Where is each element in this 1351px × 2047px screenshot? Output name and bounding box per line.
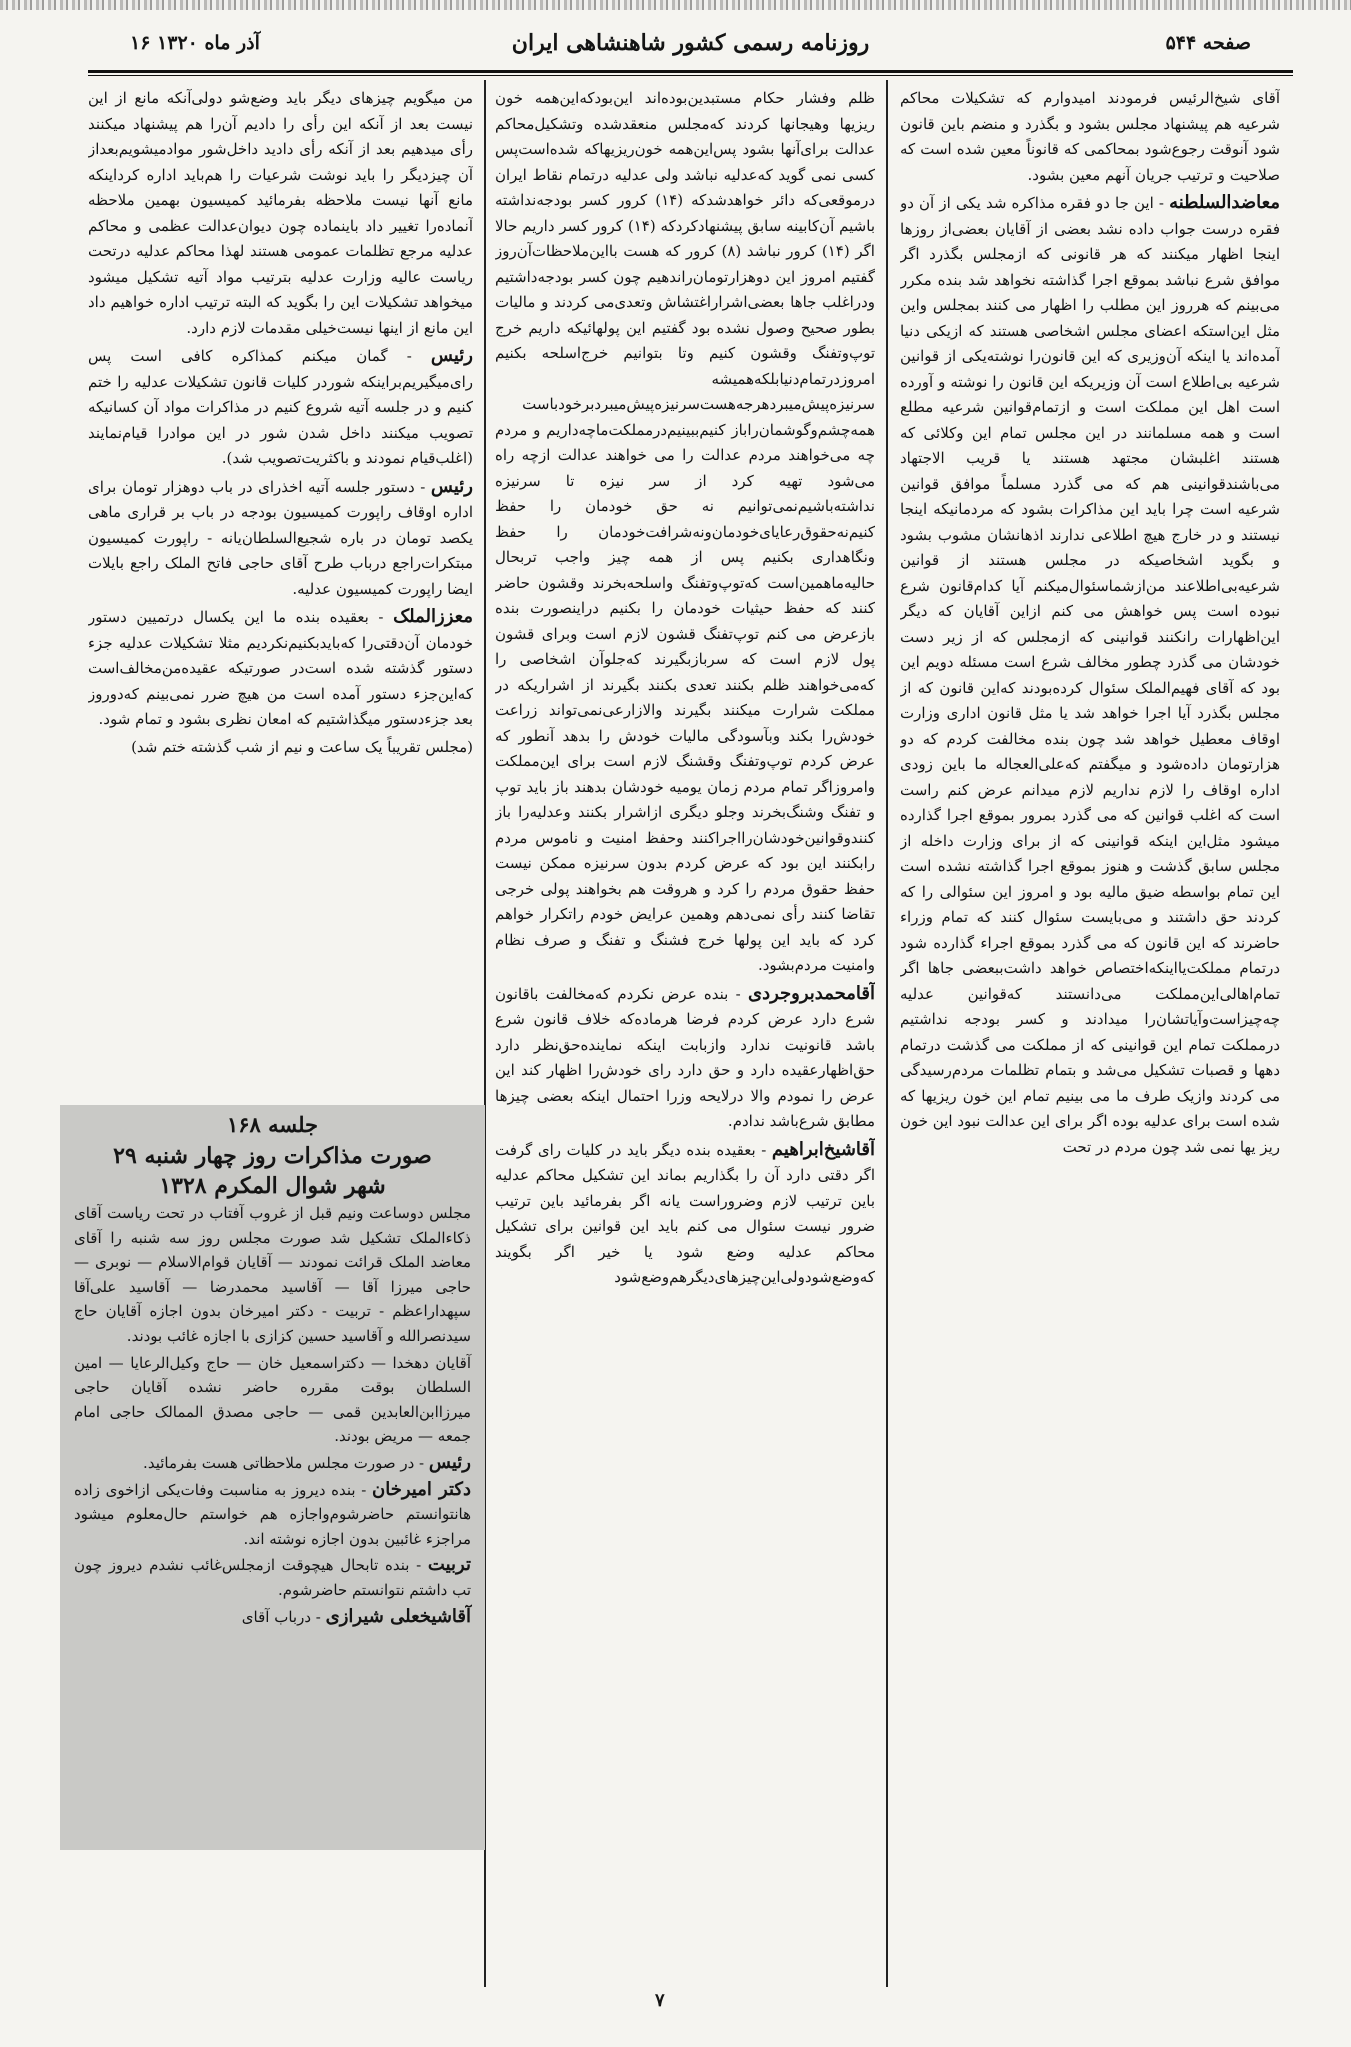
paragraph: آقای شیخ‌الرئیس فرمودند امیدوارم که تشکیلات محاکم شرعیه هم پیشنهاد مجلس بشود و بگذرد و منضم باین قانون شود آنوقت رجوع‌شود بمحاکمی که قانوناً معین شده است که صلاحیت و ترتیب جریان آنهم معین بشود. bbox=[900, 89, 1280, 184]
speech-text: - بنده دیروز به مناسبت وفات‌یکی ازاخوی زاده هانتوانستم حاضرشوم‌واجازه هم خواستم حال‌معلوم میشود مراجزء غائبین بدون اجازه نوشته اند. bbox=[74, 1480, 471, 1548]
session-intro: مجلس دوساعت ونیم قبل از غروب آفتاب در تحت ریاست آقای ذکاء‌الملک تشکیل شد صورت مجلس روز سه شنبه را آقای معاضد الملک قرائت نمودند — آقایان قوام‌الاسلام — نوبری — حاجی میرزا آقا — آقاسید محمدرضا — آقاسید علی‌آقا سپهدار‌اعظم - تربیت - دکتر امیرخان بدون اجازه آقایان حاج سیدنصرالله و آقاسید حسین کزازی با اجازه غائب بودند. bbox=[74, 1204, 471, 1345]
closing-note: (مجلس تقریباً یک ساعت و نیم از شب گذشته ختم شد) bbox=[131, 737, 473, 756]
speech bbox=[495, 981, 875, 1135]
speech bbox=[74, 1478, 471, 1552]
speech-text: - بعقیده بنده ما این یکسال درتمیین دستور خودمان آن‌دقتی‌را که‌بایدبکنیم‌نکردیم مثلا تشکیلات عدلیه جزء دستور گذشته شده است‌در صورتیکه عقیده‌من‌مخالف‌است که‌این‌جزء دستور آمده است من هیچ ضرر نمی‌بینم که‌دوروز بعد جزءدستور میگذاشتیم که امعان نظری بشود و تمام شود. bbox=[88, 608, 473, 728]
newspaper-title: روزنامه رسمی کشور شاهنشاهی ایران bbox=[511, 30, 870, 56]
speech bbox=[88, 343, 473, 472]
page-header bbox=[90, 24, 1291, 64]
speech-text: - درباب آقای bbox=[241, 1607, 321, 1626]
speaker-name: معاضدالسلطنه bbox=[1169, 192, 1280, 213]
speaker-name: رئیس bbox=[428, 1451, 471, 1473]
speech-text: - دستور جلسه آتیه اخذرای در باب دوهزار تومان برای اداره اوقاف راپورت کمیسیون بودجه در باب بر قراری ماهی یکصد تومان در باره شجیع‌السلطان‌یانه‌ - راپورت کمیسیون مبتکرات‌راجع درباب طرح آقای حاجی فاتح الملک راجع بایلات ایضا راپورت کمیسیون عدلیه. bbox=[88, 477, 473, 598]
speech bbox=[900, 190, 1280, 1160]
speaker-name: آقاشیخعلی شیرازی bbox=[325, 1605, 471, 1627]
speech bbox=[74, 1605, 471, 1630]
speaker-name: تربیت bbox=[427, 1554, 471, 1576]
speech bbox=[74, 1553, 471, 1602]
session-heading-line2: شهر شوال المکرم ۱۳۲۸ bbox=[159, 1173, 386, 1199]
footer-page-number: ۷ bbox=[655, 1990, 665, 2011]
column-divider-right bbox=[886, 80, 888, 1987]
issue-date: ۱۶ آذر ماه ۱۳۲۰ bbox=[130, 32, 260, 54]
speech bbox=[88, 604, 473, 733]
speech-text: - این جا دو فقره مذاکره شد یکی از آن دو فقره درست جواب داده نشد بعضی از آقایان بعضی‌از روزها اینجا اظهار میکنند که هر قانونی که ازمجلس بگذرد اگر موافق شرع نباشد بموقع اجرا گذاشته نخواهد شد بنده مکرر می‌بینم که هرروز این مطلب را اظهار می کنند بمجلس واین مثل این‌استکه اعضای مجلس اشخاصی هستند که ازیکی دنیا آمده‌اند یا اینکه آن‌وزیری که این قانون‌را نوشته‌یکی از قوانین شرعیه بی‌اطلاع است آن وزیر‌یکه این قانون را نوشته و آورده است اهل این مملکت است و ازتمام‌قوانین شرعیه مطلع است و همه مسلمانند در این مجلس تمام این وکلائی که هستند اغلبشان مجتهد هستند یا قریب الاجتهاد می‌باشندقوانینی هم که می گذرد مسلماً موافق قوانین شرعیه است چرا باید این مذاکرات بشود که مردمانیکه اینجا نیستند و در خارج هیچ اطلاعی ندارند اذهانشان مشوب بشود و بگوید اشخاصیکه در مجلس هستند از قوانین شرعیه‌بی‌اطلاعند من‌ازشماسئوال‌میکنم آیا کدام‌قانون شرع نبوده است پس خواهش می کنم ازاین آقایان که دیگر این‌اظهارات رانکنند قوانینی که ازمجلس که از زیر دست خودشان می گذرد چطور مخالف شرع است مسئله دویم این بود که آقای فهیم‌الملک سئوال کرده‌بودند که‌این قانون که از مجلس بگذرد آیا اجرا خواهد شد یا مثل قانون اداری وزارت اوقاف معطیل خواهد شد چون بنده مخالفت کردم که دو هزارتومان داده‌شود و میگفتم که‌علی‌العجاله ما باین زودی اداره اوقاف را لازم نداریم لازم میدانم عرض کنم راست است که اغلب قوانین که می گذرد بمرور بموقع اجرا گذارده میشود مثل‌این اینکه قوانینی که از برای وزارت داخله از مجلس سابق گذشت و هنوز بموقع اجرا گذاشته نشده است این تمام بواسطه ضیق مالیه بود و امروز این سئوالی را که کردند حق داشتند و می‌بایست سئوال کنند که تمام وزراء حاضرند که این قانون که می گذرد بموقع اجراء گذارده شود درتمام مملکت‌یااینکه‌اختصاص خواهد داشت‌ببعضی جاها اگر تمام‌اهالی‌این‌مملکت می‌دانستند که‌قوانین عدلیه چه‌چیزاست‌و‌آیاتشان‌را میدادند و کسر بودجه نداشتیم درمملکت تمام این قوانینی که از مملکت می گذشت درتمام دهها و قصبات تشکیل می‌شد و بتمام تظلمات مردم‌رسیدگی می کردند وازیک طرف ما می بینیم تمام این خون ریزیها که شده است برای عدلیه بوده اگر برای این عدالت نبود این خون ریز یها نمی شد چون مردم در تحت bbox=[900, 194, 1280, 1156]
page-number: صفحه ۵۴۴ bbox=[1165, 32, 1251, 54]
speech-text: - بنده تابحال هیچوقت ازمجلس‌غائب نشدم دیروز چون تب داشتم نتوانستم حاضرشوم. bbox=[74, 1556, 471, 1599]
scan-edge-strip bbox=[0, 0, 1351, 10]
speaker-name: رئیس bbox=[430, 475, 473, 497]
header-rule-thin bbox=[88, 75, 1293, 76]
column-right bbox=[900, 86, 1280, 1986]
speech bbox=[88, 474, 473, 603]
column-middle bbox=[495, 86, 875, 1986]
session-168-box bbox=[60, 1105, 485, 1850]
speaker-name: دکتر امیرخان bbox=[372, 1478, 471, 1500]
speech bbox=[495, 1137, 875, 1291]
speaker-name: معززالملک bbox=[393, 606, 473, 627]
speech-text: - بنده عرض نکردم که‌مخالفت باقانون شرع دارد عرض کردم فرضا هرماده‌که خلاف قانون شرع باشد قانونیت ندارد وازبابت اینکه نماینده‌حق‌نظر دارد حق‌اظهارعقیده دارد و حق دارد رای خودش‌را اظهار کند این عرض را نمودم والا درلایحه وزرا احتمال اینکه بعضی چیزها مطابق شرع‌باشد ندادم. bbox=[495, 984, 875, 1130]
speaker-name: آقامحمدبروجردی bbox=[747, 982, 875, 1004]
speech bbox=[74, 1451, 471, 1476]
session-absent: آقایان دهخدا — دکتراسمعیل خان — حاج وکیل‌الرعایا — امین السلطان بوقت مقرره حاضر نشده آقایان حاجی میرزاابن‌العابدین قمی — حاجی مصدق الممالک حاجی امام جمعه — مریض بودند. bbox=[74, 1353, 471, 1446]
column-left bbox=[88, 86, 473, 1086]
speaker-name: رئیس bbox=[430, 345, 473, 366]
paragraph: من میگویم چیزهای دیگر باید وضع‌شو دولی‌آنکه مانع از این نیست بعد از آنکه این رأی را دادیم آن‌را هم پیشنهاد میکنند رأی میدهیم بعد از آنکه رأی دادید داخل‌شور موادمیشویم‌بعداز آن چیزدیگر را باید نوشت شرعیات را هم‌باید اداره کرد‌اینکه مانع آنها نیست ملاحظه بفرمائید کمیسیون بهمین ملاحظه آنماده‌را تغییر داد باینماده چون دیوان‌عدالت عظمی و محاکم عدلیه مرجع تظلمات عمومی هستند لهذا محاکم عدلیه درتحت ریاست عالیه وزارت عدلیه بترتیب مواد آتیه تشکیل میشود میخواهد تشکیلات این را بگوید که البته ترتیب اداره خواهیم داد این مانع از اینها نیست‌خیلی مقدمات لازم دارد. bbox=[88, 89, 473, 337]
speech-text: - بعقیده بنده دیگر باید در کلیات رای گرفت اگر دقتی دارد آن را بگذاریم بماند این تشکیل محاکم عدلیه باین ترتیب لازم وضروراست یانه اگر بفرمائید باین ترتیب ضرور نیست سئوال می کنم باید این قوانین برای تشکیل محاکم عدلیه وضع شود یا خیر اگر بگویند که‌وضع‌شود‌ولی‌این‌چیزهای‌دیگر‌هم‌وضع‌شود bbox=[495, 1140, 875, 1286]
speech-text: - در صورت مجلس ملاحظاتی هست بفرمائید. bbox=[143, 1453, 425, 1472]
speaker-name: آقاشیخ‌ابراهیم bbox=[771, 1138, 875, 1160]
session-number: جلسه ۱۶۸ bbox=[226, 1112, 319, 1137]
session-heading-line1: صورت مذاکرات روز چهار شنبه ۲۹ bbox=[113, 1143, 432, 1169]
speech-text: - گمان میکنم کمذاکره کافی است پس رای‌میگیریم‌براینکه شوردر کلیات قانون تشکیلات عدلیه را ختم کنیم و در جلسه آتیه شروع کنیم در مذاکرات مواد آن کسانیکه تصویب میکنند داخل شدن شور در این موادرا قیام‌نمایند (اغلب‌قیام نمودند و باکثریت‌تصویب شد). bbox=[88, 347, 473, 467]
paragraph: ظلم وفشار حکام مستبدین‌بوده‌اند این‌بودکه‌این‌همه خون ریزیها وهیجانها کردند که‌مجلس منعقدشده وتشکیل‌محاکم عدالت برای‌آنها بشود پس‌این‌همه خون‌ریزیها‌که شده‌است‌پس کسی نمی گوید که‌عدلیه نباشد ولی عدلیه درتمام نقاط ایران درموقعی‌که دائر خواهدشدکه (۱۴) کرور کسر بودجه‌نداشته باشیم آن‌کابینه سابق پیشنهاد‌کرد‌که (۱۴) کرور کسر داریم حالا اگر (۱۴) کرور نباشد (۸) کرور که هست بااین‌ملاحظات‌آن‌روز گفتیم امروز این دوهزارتومان‌راندهیم چون کسر بودجه‌داشتیم ودراغلب جاها بعضی‌اشراراغتشاش وتعدی‌می کردند و مالیات بطور صحیح وصول نشده بود گفتیم این پولهائیکه داریم خرج توپ‌وتفنگ وقشون کنیم وتا بتوانیم خرج‌اسلحه بکنیم امروزدرتمام‌دنیابلکه‌همیشه سرنیزه‌پیش‌میبردهرجه‌هست‌سرنیزه‌پیش‌میبرد‌برخودباست همه‌چشم‌وگوشمان‌راباز کنیم‌ببینیم‌درمملکت‌ماچه‌داریم و مردم چه می‌خواهند مردم عدالت را می خواهند عدالت ازچه راه می‌شود تهیه کرد از سر نیزه تا سرنیزه نداشته‌باشیم‌نمی‌توانیم نه حق خودمان را حفظ کنیم‌نه‌حقوق‌رعایای‌خودمان‌ونه‌شرافت‌خودمان را حفظ ونگاهداری بکنیم پس از همه چیز واجب تر‌بحال حالیه‌ماهمین‌است که‌توپ‌وتفنگ واسلحه‌بخرند وقشون حاضر کنند که حفظ حیثیات خودمان را بکنیم دراینصورت بنده بازعرض می کنم توپ‌تفنگ قشون لازم است وبرای قشون پول لازم است که سرباز‌بگیرند که‌جلوآن اشخاصی را که‌می‌خواهند ظلم بکنند تعدی بکنند بگیرند از اشراریکه در مملکت شرارت میکنند بگیرند والازارعی‌نمی‌تواند زراعت خودش‌را بکند وبآسودگی مالیات خودش را بدهد آنطور که عرض کردم توپ‌وتفنگ وقشنگ لازم است برای این‌مملکت وامروزاگر تمام مردم زمان یومیه خودشان بدهند باز باید توپ و تفنگ وشنگ‌بخرند وجلو دیگری ازاشرار بکنند وعدلیه‌را باز کنندوقوانین‌خودشان‌را‌اجرا‌کنند وحفظ امنیت و ناموس مردم رابکنند این بود که عرض کردم بدون سرنیزه ممکن نیست حفظ حقوق مردم را کرد و هروقت هم بخواهند پولی خرجی تقاضا کنند رأی نمی‌دهم وهمین عرایض خودم را‌تکرار خواهم کرد که باید این پولها خرج فشنگ و تفنگ و صرف نظام وامنیت مردم‌بشود. bbox=[495, 89, 875, 974]
header-rule bbox=[88, 70, 1293, 73]
